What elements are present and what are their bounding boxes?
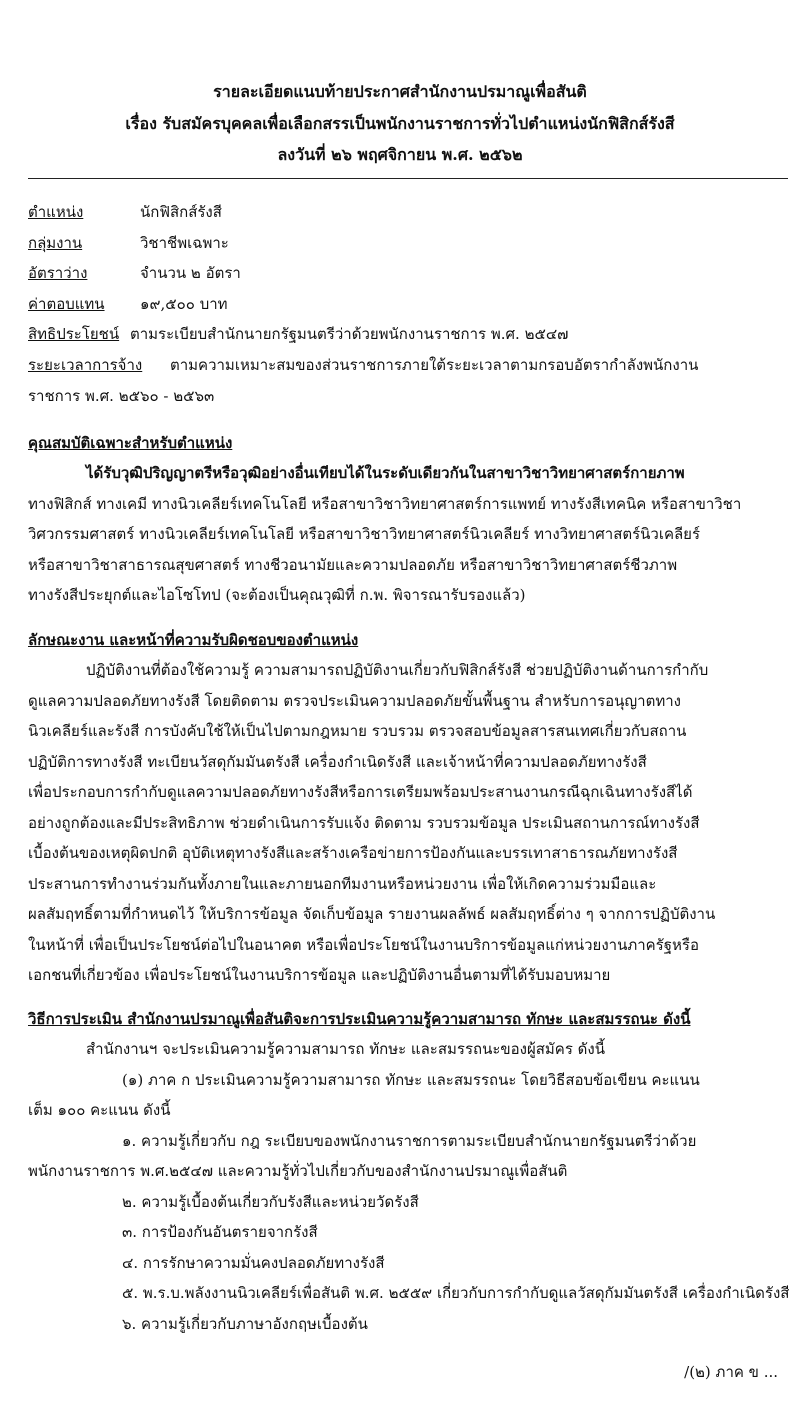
evaluation-part-a: (๑) ภาค ก ประเมินความรู้ความสามารถ ทักษะ และสมรรถนะ โดยวิธีสอบข้อเขียน คะแนน	[122, 1071, 700, 1089]
duties-line: ในหน้าที่ เพื่อเป็นประโยชน์ต่อไปในอนาคต หรือเพื่อประโยชน์ในงานบริการข้อมูลแก่หน่วยงานภาครัฐหรือ	[28, 936, 699, 954]
employment-line-2: ราชการ พ.ศ. ๒๕๖๐ - ๒๕๖๓	[28, 387, 215, 405]
field-value-position: นักฟิสิกส์รังสี	[140, 203, 222, 221]
duties-line: ปฏิบัติการทางรังสี ทะเบียนวัสดุกัมมันตรังสี เครื่องกำเนิดรังสี และเจ้าหน้าที่ความปลอดภัยทางรังสี	[28, 753, 647, 771]
evaluation-item: ๓. การป้องกันอันตรายจากรังสี	[122, 1223, 318, 1241]
header-line-2: เรื่อง รับสมัครบุคคลเพื่อเลือกสรรเป็นพนักงานราชการทั่วไปตำแหน่งนักฟิสิกส์รังสี	[125, 114, 675, 133]
evaluation-item: ๑. ความรู้เกี่ยวกับ กฎ ระเบียบของพนักงานราชการตามระเบียบสำนักนายกรัฐมนตรีว่าด้วย	[122, 1132, 697, 1150]
header-divider	[28, 178, 788, 179]
duties-line: ปฏิบัติงานที่ต้องใช้ความรู้ ความสามารถปฏิบัติงานเกี่ยวกับฟิสิกส์รังสี ช่วยปฏิบัติงานด้านการกำกับ	[86, 661, 709, 679]
qualifications-line: วิศวกรรมศาสตร์ ทางนิวเคลียร์เทคโนโลยี หรือสาขาวิชาวิทยาศาสตร์นิวเคลียร์ ทางวิทยาศาสตร์นิวเคลียร์	[28, 525, 701, 543]
qualifications-line: ทางฟิสิกส์ ทางเคมี ทางนิวเคลียร์เทคโนโลยี หรือสาขาวิชาวิทยาศาสตร์การแพทย์ ทางรังสีเทคนิค หรือสาขาวิชา	[28, 495, 742, 513]
evaluation-heading: วิธีการประเมิน สำนักงานปรมาณูเพื่อสันติจะการประเมินความรู้ความสามารถ ทักษะ และสมรรถนะ ดังนี้	[28, 1010, 691, 1028]
employment-label: ระยะเวลาการจ้าง	[28, 356, 143, 374]
field-label-group: กลุ่มงาน	[28, 234, 83, 252]
field-value-vacancies: จำนวน ๒ อัตรา	[140, 264, 241, 282]
employment-line-1: ตามความเหมาะสมของส่วนราชการภายใต้ระยะเวลาตามกรอบอัตรากำลังพนักงาน	[170, 356, 699, 374]
duties-line: เอกชนที่เกี่ยวข้อง เพื่อประโยชน์ในงานบริการข้อมูล และปฏิบัติงานอื่นตามที่ได้รับมอบหมาย	[28, 966, 611, 984]
evaluation-item: ๒. ความรู้เบื้องต้นเกี่ยวกับรังสีและหน่วยวัดรังสี	[122, 1193, 419, 1211]
continuation-note: /(๒) ภาค ข ...	[684, 1363, 778, 1381]
duties-line: เพื่อประกอบการกำกับดูแลความปลอดภัยทางรังสีหรือการเตรียมพร้อมประสานงานกรณีฉุกเฉินทางรังสีได้	[28, 783, 693, 801]
duties-line: เบื้องต้นของเหตุผิดปกติ อุบัติเหตุทางรังสีและสร้างเครือข่ายการป้องกันและบรรเทาสาธารณภัยทางรังสี	[28, 844, 678, 862]
evaluation-intro: สำนักงานฯ จะประเมินความรู้ความสามารถ ทักษะ และสมรรถนะของผู้สมัคร ดังนี้	[86, 1040, 605, 1058]
evaluation-part-a: เต็ม ๑๐๐ คะแนน ดังนี้	[28, 1101, 171, 1119]
field-label-position: ตำแหน่ง	[28, 203, 84, 221]
duties-heading: ลักษณะงาน และหน้าที่ความรับผิดชอบของตำแหน่ง	[28, 631, 359, 649]
field-label-compensation: ค่าตอบแทน	[28, 295, 105, 313]
duties-line: ดูแลความปลอดภัยทางรังสี โดยติดตาม ตรวจประเมินความปลอดภัยขั้นพื้นฐาน สำหรับการอนุญาตทาง	[28, 692, 681, 710]
duties-line: นิวเคลียร์และรังสี การบังคับใช้ให้เป็นไปตามกฎหมาย รวบรวม ตรวจสอบข้อมูลสารสนเทศเกี่ยวกับสถาน	[28, 722, 687, 740]
evaluation-item: ๕. พ.ร.บ.พลังงานนิวเคลียร์เพื่อสันติ พ.ศ. ๒๕๕๙ เกี่ยวกับการกำกับดูแลวัสดุกัมมันตรังสี เครื่องกำเนิดรังสี	[122, 1284, 790, 1302]
qualifications-heading: คุณสมบัติเฉพาะสำหรับตำแหน่ง	[28, 434, 233, 452]
qualifications-line: ทางรังสีประยุกต์และไอโซโทป (จะต้องเป็นคุณวุฒิที่ ก.พ. พิจารณารับรองแล้ว)	[28, 586, 526, 604]
duties-line: ประสานการทำงานร่วมกันทั้งภายในและภายนอกทีมงานหรือหน่วยงาน เพื่อให้เกิดความร่วมมือและ	[28, 875, 657, 893]
qualifications-line: หรือสาขาวิชาสาธารณสุขศาสตร์ ทางชีวอนามัยและความปลอดภัย หรือสาขาวิชาวิทยาศาสตร์ชีวภาพ	[28, 556, 678, 574]
field-value-group: วิชาชีพเฉพาะ	[140, 234, 229, 252]
field-value-benefits: ตามระเบียบสำนักนายกรัฐมนตรีว่าด้วยพนักงานราชการ พ.ศ. ๒๕๔๗	[130, 325, 569, 343]
field-value-compensation: ๑๙,๕๐๐ บาท	[140, 295, 228, 313]
duties-line: อย่างถูกต้องและมีประสิทธิภาพ ช่วยดำเนินการรับแจ้ง ติดตาม รวบรวมข้อมูล ประเมินสถานการณ์ทางรังสี	[28, 814, 700, 832]
field-label-vacancies: อัตราว่าง	[28, 264, 88, 282]
header-line-3: ลงวันที่ ๒๖ พฤศจิกายน พ.ศ. ๒๕๖๒	[277, 145, 523, 164]
qualifications-line: ได้รับวุฒิปริญญาตรีหรือวุฒิอย่างอื่นเทียบได้ในระดับเดียวกันในสาขาวิชาวิทยาศาสตร์กายภาพ	[86, 464, 685, 482]
evaluation-item: ๖. ความรู้เกี่ยวกับภาษาอังกฤษเบื้องต้น	[122, 1315, 368, 1333]
header-line-1: รายละเอียดแนบท้ายประกาศสำนักงานปรมาณูเพื่อสันติ	[213, 82, 587, 101]
duties-line: ผลสัมฤทธิ์ตามที่กำหนดไว้ ให้บริการข้อมูล จัดเก็บข้อมูล รายงานผลลัพธ์ ผลสัมฤทธิ์ต่าง ๆ จากการปฏิบัติงาน	[28, 905, 716, 923]
evaluation-item: ๔. การรักษาความมั่นคงปลอดภัยทางรังสี	[122, 1254, 385, 1272]
evaluation-item: พนักงานราชการ พ.ศ.๒๕๔๗ และความรู้ทั่วไปเกี่ยวกับของสำนักงานปรมาณูเพื่อสันติ	[28, 1162, 568, 1180]
field-label-benefits: สิทธิประโยชน์	[28, 325, 120, 343]
